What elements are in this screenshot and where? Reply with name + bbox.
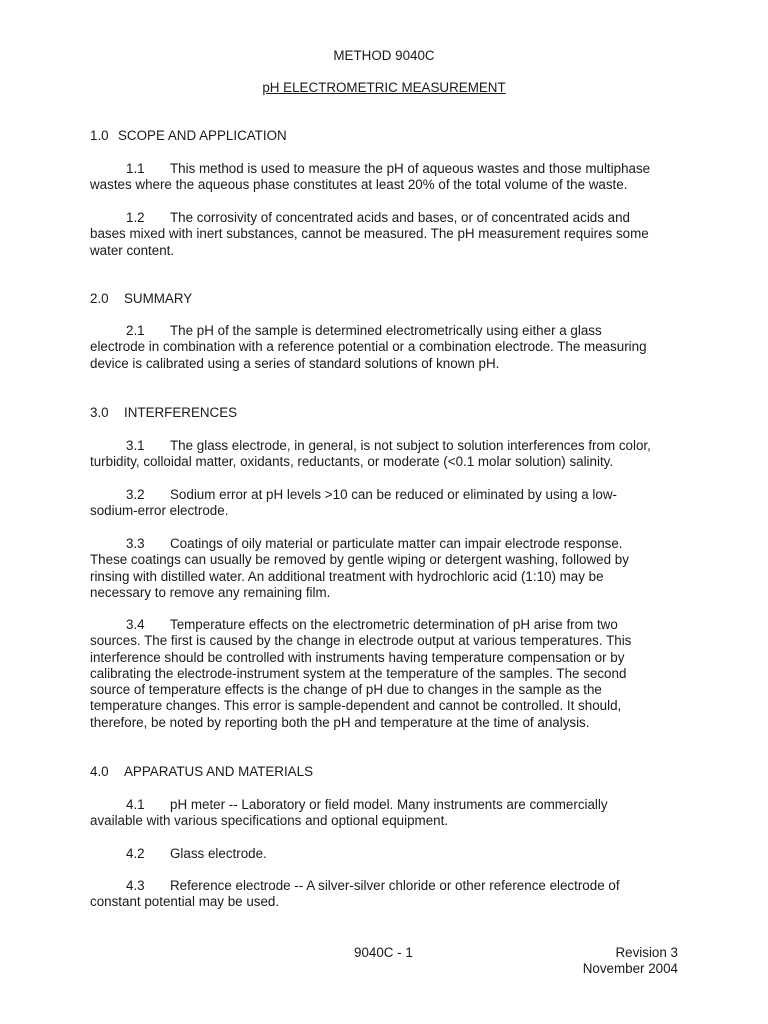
paragraph-number: 4.2 [126,846,145,861]
paragraph-number: 3.4 [126,617,145,632]
paragraph-number: 4.1 [126,797,145,812]
paragraph-text: Reference electrode -- A silver-silver chloride or other reference electrode of constant potential may be used. [90,878,620,910]
paragraph-4-2 [90,846,658,862]
section-number: 2.0 [90,291,109,306]
paragraph-text: The corrosivity of concentrated acids and bases, or of concentrated acids and bases mixed with inert substances, cannot be measured. The pH measurement requires some water content. [90,210,649,258]
paragraph-text: Coatings of oily material or particulate matter can impair electrode response. These coatings can usually be removed by gentle wiping or detergent washing, followed by rinsing with distilled water. An additional treatment with hydrochloric acid (1:10) may be necessary to remove any remaining film. [90,536,629,600]
section-heading-2 [90,291,192,307]
paragraph-number: 2.1 [126,323,145,338]
paragraph-number: 1.2 [126,210,145,225]
footer-revision: Revision 3 [615,945,678,960]
paragraph-text: The pH of the sample is determined electrometrically using either a glass electrode in combination with a reference potential or a combination electrode. The measuring device is calibrated using a series of standard solutions of known pH. [90,323,647,371]
paragraph-text: Temperature effects on the electrometric determination of pH arise from two sources. The first is caused by the change in electrode output at various temperatures. This interference should be controlled with instruments having temperature compensation or by calibrating the electrode-instrument system at the temperature of the samples. The second source of temperature effects is the change of pH due to changes in the sample as the temperature changes. This error is sample-dependent and cannot be controlled. It should, therefore, be noted by reporting both the pH and temperature at the time of analysis. [90,617,632,730]
paragraph-text: The glass electrode, in general, is not subject to solution interferences from color, turbidity, colloidal matter, oxidants, reductants, or moderate (<0.1 molar solution) salinity. [90,438,651,470]
paragraph-text: Sodium error at pH levels >10 can be reduced or eliminated by using a low-sodium-error electrode. [90,487,617,519]
paragraph-4-3 [90,878,658,911]
paragraph-2-1 [90,323,658,372]
section-heading-1 [90,128,287,144]
section-title: SCOPE AND APPLICATION [118,128,287,143]
paragraph-text: This method is used to measure the pH of aqueous wastes and those multiphase wastes where the aqueous phase constitutes at least 20% of the total volume of the waste. [90,161,651,193]
section-number: 4.0 [90,764,109,779]
paragraph-3-2 [90,487,658,520]
document-title-text: pH ELECTROMETRIC MEASUREMENT [262,80,506,95]
paragraph-number: 1.1 [126,161,145,176]
footer-page-number: 9040C - 1 [354,945,413,960]
paragraph-text: pH meter -- Laboratory or field model. Many instruments are commercially available with various specifications and optional equipment. [90,797,608,829]
section-title: SUMMARY [124,291,193,306]
section-title: APPARATUS AND MATERIALS [124,764,313,779]
section-number: 3.0 [90,405,109,420]
paragraph-1-1 [90,161,658,194]
document-title [0,80,768,96]
paragraph-3-1 [90,438,658,471]
footer-date: November 2004 [582,961,678,977]
section-number: 1.0 [90,128,109,143]
paragraph-1-2 [90,210,658,259]
paragraph-3-4 [90,617,658,731]
paragraph-number: 4.3 [126,878,145,893]
section-heading-4 [90,764,313,780]
paragraph-4-1 [90,797,658,830]
paragraph-text: Glass electrode. [170,846,267,861]
paragraph-3-3 [90,536,658,601]
method-number: METHOD 9040C [333,48,435,63]
paragraph-number: 3.3 [126,536,145,551]
paragraph-number: 3.2 [126,487,145,502]
section-heading-3 [90,405,237,421]
footer-revision-block [583,945,678,978]
section-title: INTERFERENCES [124,405,238,420]
paragraph-number: 3.1 [126,438,145,453]
